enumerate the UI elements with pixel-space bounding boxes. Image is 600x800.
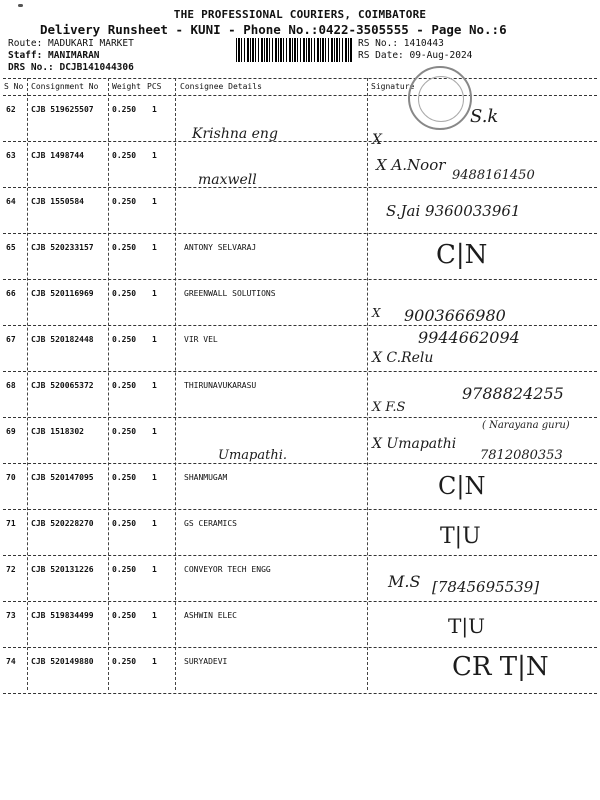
staff: Staff: MANIMARAN bbox=[8, 50, 100, 61]
consignment-no: CJB 520147095 bbox=[31, 473, 94, 482]
table-row bbox=[0, 418, 600, 464]
handwritten-consignee: maxwell bbox=[198, 172, 257, 188]
consignment-no: CJB 1518302 bbox=[31, 427, 84, 436]
route: Route: MADUKARI MARKET bbox=[8, 38, 134, 49]
scan-speck bbox=[18, 4, 23, 7]
table-row bbox=[0, 234, 600, 280]
company-name: THE PROFESSIONAL COURIERS, COIMBATORE bbox=[173, 8, 427, 21]
signature: C|N bbox=[436, 240, 488, 270]
header-top-rule bbox=[3, 78, 597, 79]
col-weight: Weight bbox=[112, 82, 141, 91]
phone-handwritten: 9944662094 bbox=[418, 328, 520, 347]
pcs: 1 bbox=[152, 565, 157, 574]
pcs: 1 bbox=[152, 335, 157, 344]
pcs: 1 bbox=[152, 105, 157, 114]
signature: T|U bbox=[440, 524, 481, 549]
weight: 0.250 bbox=[112, 197, 137, 206]
pcs: 1 bbox=[152, 427, 157, 436]
sno: 62 bbox=[6, 105, 16, 114]
signature: X C.Relu bbox=[372, 350, 434, 366]
col-consignment: Consignment No bbox=[31, 82, 99, 91]
consignment-no: CJB 519834499 bbox=[31, 611, 94, 620]
sno: 64 bbox=[6, 197, 16, 206]
consignment-no: CJB 1498744 bbox=[31, 151, 84, 160]
consignment-no: CJB 520182448 bbox=[31, 335, 94, 344]
signature-mark: X bbox=[372, 306, 381, 320]
consignee: CONVEYOR TECH ENGG bbox=[184, 565, 271, 574]
sno: 71 bbox=[6, 519, 16, 528]
weight: 0.250 bbox=[112, 427, 137, 436]
table-row bbox=[0, 142, 600, 188]
table-row bbox=[0, 602, 600, 648]
weight: 0.250 bbox=[112, 335, 137, 344]
consignment-no: CJB 520233157 bbox=[31, 243, 94, 252]
table-row bbox=[0, 280, 600, 326]
sno: 66 bbox=[6, 289, 16, 298]
consignee: SURYADEVI bbox=[184, 657, 228, 666]
consignment-no: CJB 520131226 bbox=[31, 565, 94, 574]
sno: 67 bbox=[6, 335, 16, 344]
phone-handwritten: 9488161450 bbox=[452, 168, 535, 183]
col-signature: Signature bbox=[371, 82, 415, 91]
table-row bbox=[0, 464, 600, 510]
consignee: GREENWALL SOLUTIONS bbox=[184, 289, 276, 298]
consignment-no: CJB 1550584 bbox=[31, 197, 84, 206]
handwritten-consignee: Krishna eng bbox=[192, 126, 278, 142]
sno: 69 bbox=[6, 427, 16, 436]
signature: M.S bbox=[388, 572, 421, 591]
table-row bbox=[0, 510, 600, 556]
consignee: SHANMUGAM bbox=[184, 473, 228, 482]
col-sno: S No bbox=[4, 82, 24, 91]
sno: 72 bbox=[6, 565, 16, 574]
consignment-no: CJB 520065372 bbox=[31, 381, 94, 390]
consignment-no: CJB 520116969 bbox=[31, 289, 94, 298]
col-pcs: PCS bbox=[147, 82, 162, 91]
runsheet-title: Delivery Runsheet - KUNI - Phone No.:0422-3505555 - Page No.:6 bbox=[40, 22, 507, 37]
pcs: 1 bbox=[152, 381, 157, 390]
consignment-no: CJB 520149880 bbox=[31, 657, 94, 666]
consignee: VIR VEL bbox=[184, 335, 218, 344]
col-consignee: Consignee Details bbox=[180, 82, 262, 91]
table-row bbox=[0, 188, 600, 234]
weight: 0.250 bbox=[112, 565, 137, 574]
table-row bbox=[0, 372, 600, 418]
phone-handwritten: [7845695539] bbox=[432, 578, 540, 596]
phone-handwritten: 9003666980 bbox=[404, 306, 506, 325]
weight: 0.250 bbox=[112, 611, 137, 620]
signature: S.Jai 9360033961 bbox=[386, 202, 521, 220]
rs-date: RS Date: 09-Aug-2024 bbox=[358, 50, 473, 61]
sno: 74 bbox=[6, 657, 16, 666]
pcs: 1 bbox=[152, 657, 157, 666]
pcs: 1 bbox=[152, 519, 157, 528]
weight: 0.250 bbox=[112, 473, 137, 482]
pcs: 1 bbox=[152, 289, 157, 298]
barcode-image bbox=[236, 38, 352, 62]
consignee: THIRUNAVUKARASU bbox=[184, 381, 257, 390]
signature: X F.S bbox=[372, 400, 406, 415]
signature: S.k bbox=[470, 106, 499, 127]
table-row bbox=[0, 556, 600, 602]
weight: 0.250 bbox=[112, 289, 137, 298]
signature: X A.Noor bbox=[376, 156, 446, 174]
rs-number: RS No.: 1410443 bbox=[358, 38, 444, 49]
handwritten-consignee: Umapathi. bbox=[218, 448, 287, 463]
signature: C|N bbox=[438, 472, 486, 500]
pcs: 1 bbox=[152, 611, 157, 620]
consignment-no: CJB 519625507 bbox=[31, 105, 94, 114]
sno: 65 bbox=[6, 243, 16, 252]
drs-number: DRS No.: DCJB141044306 bbox=[8, 62, 134, 73]
sno: 73 bbox=[6, 611, 16, 620]
pcs: 1 bbox=[152, 151, 157, 160]
consignee: ASHWIN ELEC bbox=[184, 611, 237, 620]
row-rule bbox=[3, 693, 597, 694]
consignment-no: CJB 520228270 bbox=[31, 519, 94, 528]
weight: 0.250 bbox=[112, 657, 137, 666]
consignee: GS CERAMICS bbox=[184, 519, 237, 528]
table-row bbox=[0, 96, 600, 148]
sno: 68 bbox=[6, 381, 16, 390]
signature: CR T|N bbox=[452, 652, 549, 682]
sno: 70 bbox=[6, 473, 16, 482]
signature-mark: X bbox=[372, 132, 382, 148]
weight: 0.250 bbox=[112, 519, 137, 528]
weight: 0.250 bbox=[112, 243, 137, 252]
pcs: 1 bbox=[152, 197, 157, 206]
table-row bbox=[0, 648, 600, 694]
handwritten-note: ( Narayana guru) bbox=[482, 420, 570, 431]
weight: 0.250 bbox=[112, 105, 137, 114]
table-row bbox=[0, 326, 600, 372]
pcs: 1 bbox=[152, 243, 157, 252]
signature: T|U bbox=[448, 614, 485, 638]
sno: 63 bbox=[6, 151, 16, 160]
phone-handwritten: 7812080353 bbox=[480, 448, 563, 463]
signature: X Umapathi bbox=[372, 436, 457, 452]
weight: 0.250 bbox=[112, 151, 137, 160]
pcs: 1 bbox=[152, 473, 157, 482]
phone-handwritten: 9788824255 bbox=[462, 384, 564, 403]
weight: 0.250 bbox=[112, 381, 137, 390]
consignee: ANTONY SELVARAJ bbox=[184, 243, 257, 252]
